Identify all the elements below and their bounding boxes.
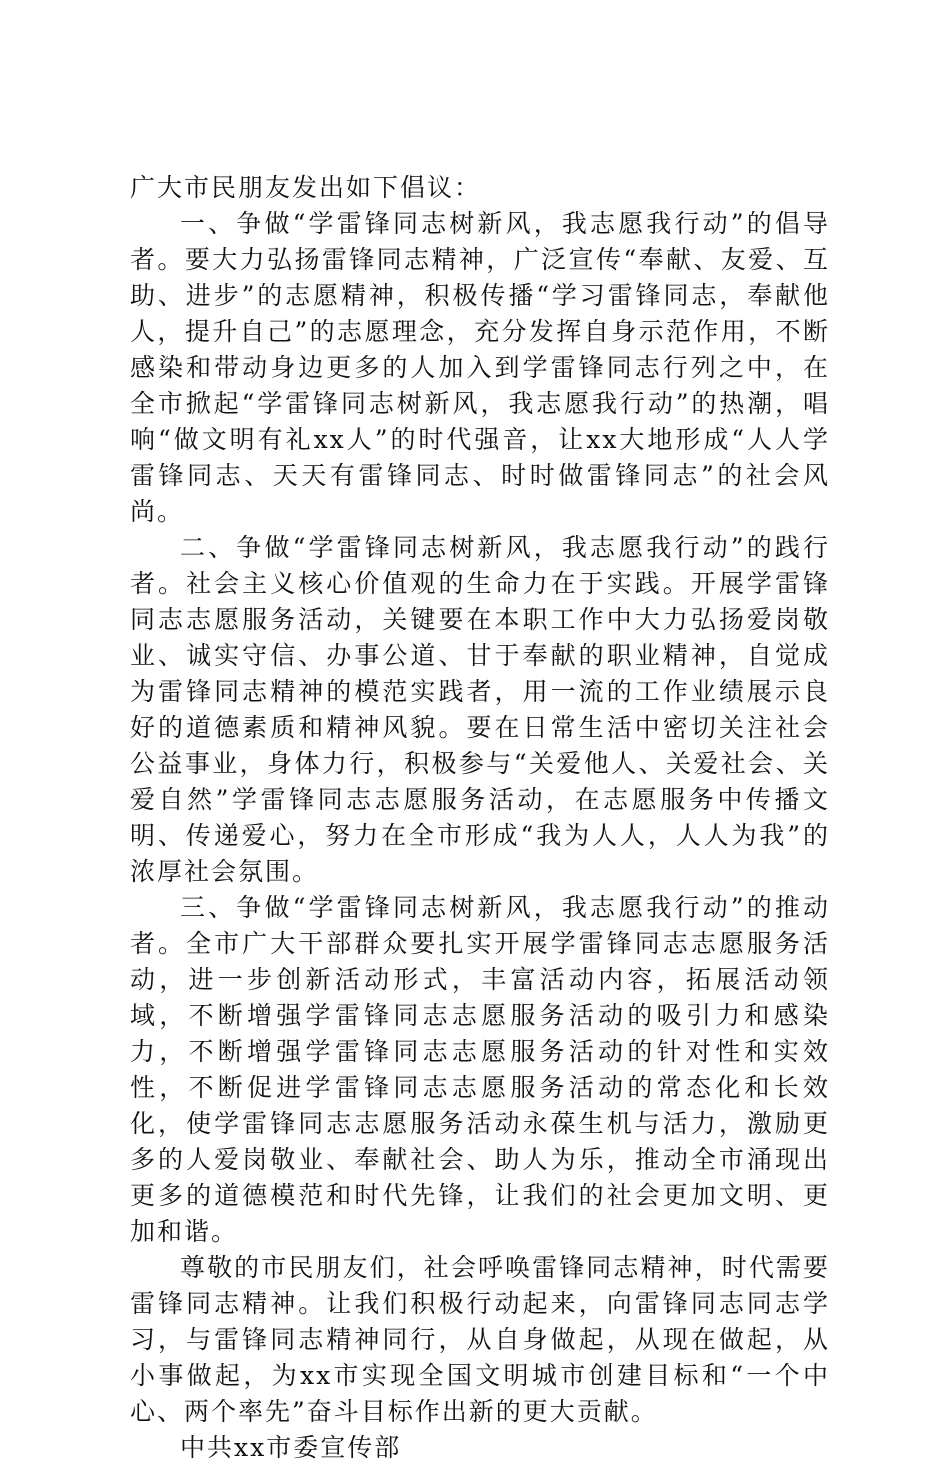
signature: 中共xx市委宣传部 [180, 1433, 402, 1462]
paragraph-3: 三、争做“学雷锋同志树新风，我志愿我行动”的推动者。全市广大干部群众要扎实开展学雷锋同志志愿服务活动，进一步创新活动形式，丰富活动内容，拓展活动领域，不断增强学雷锋同志志愿服务活动的吸引力和感染力，不断增强学雷锋同志志愿服务活动的针对性和实效性，不断促进学雷锋同志志愿服务活动的常态化和长效化，使学雷锋同志志愿服务活动永葆生机与活力，激励更多的人爱岗敬业、奉献社会、助人为乐，推动全市涌现出更多的道德模范和时代先锋，让我们的社会更加文明、更加和谐。 [130, 893, 830, 1246]
lead-line: 广大市民朋友发出如下倡议： [130, 173, 482, 202]
paragraph-1: 一、争做“学雷锋同志树新风，我志愿我行动”的倡导者。要大力弘扬雷锋同志精神，广泛宣传“奉献、友爱、互助、进步”的志愿精神，积极传播“学习雷锋同志，奉献他人，提升自己”的志愿理念，充分发挥自身示范作用，不断感染和带动身边更多的人加入到学雷锋同志行列之中，在全市掀起“学雷锋同志树新风，我志愿我行动”的热潮，唱响“做文明有礼xx人”的时代强音，让xx大地形成“人人学雷锋同志、天天有雷锋同志、时时做雷锋同志”的社会风尚。 [130, 209, 830, 526]
document-body [130, 170, 830, 1466]
paragraph-2: 二、争做“学雷锋同志树新风，我志愿我行动”的践行者。社会主义核心价值观的生命力在于实践。开展学雷锋同志志愿服务活动，关键要在本职工作中大力弘扬爱岗敬业、诚实守信、办事公道、甘于奉献的职业精神，自觉成为雷锋同志精神的模范实践者，用一流的工作业绩展示良好的道德素质和精神风貌。要在日常生活中密切关注社会公益事业，身体力行，积极参与“关爱他人、关爱社会、关爱自然”学雷锋同志志愿服务活动，在志愿服务中传播文明、传递爱心，努力在全市形成“我为人人，人人为我”的浓厚社会氛围。 [130, 533, 830, 886]
paragraph-closing: 尊敬的市民朋友们，社会呼唤雷锋同志精神，时代需要雷锋同志精神。让我们积极行动起来，向雷锋同志同志学习，与雷锋同志精神同行，从自身做起，从现在做起，从小事做起，为xx市实现全国文明城市创建目标和“一个中心、两个率先”奋斗目标作出新的更大贡献。 [130, 1253, 830, 1426]
